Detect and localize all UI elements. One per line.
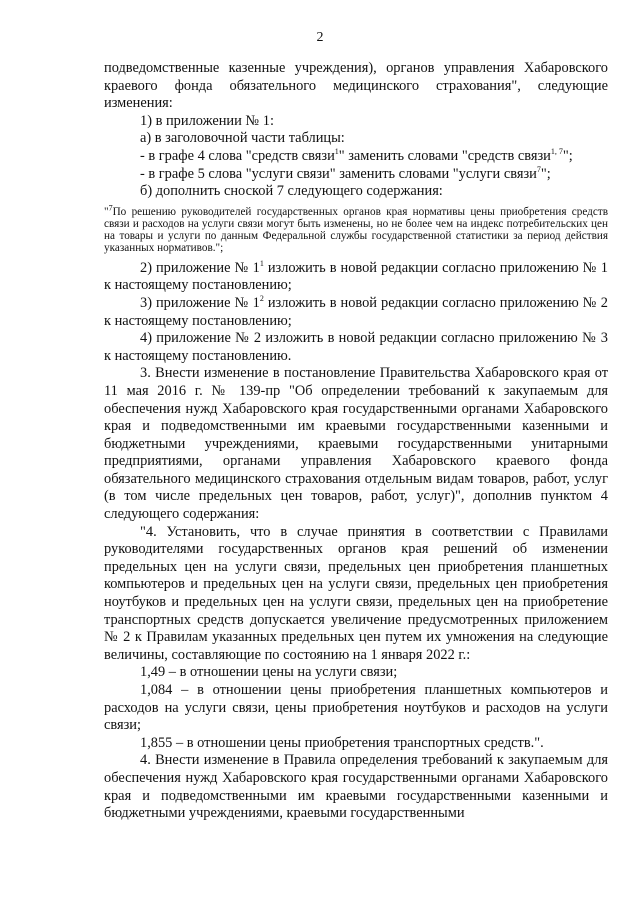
value-1-084: 1,084 – в отношении цены приобретения планшетных компьютеров и расходов на услуги связи, цены приобретения ноутбуков и расходов на услуги связи; [104,682,608,734]
document-body [104,60,608,823]
section-3: 3. Внести изменение в постановление Правительства Хабаровского края от 11 мая 2016 г. № 139-пр "Об определении требований к закупаемым для обеспечения нужд Хабаровского края государственными органами Хабаровского края и подведомственными им краевыми государственными казенными и бюджетными учреждениями, краевыми государственными унитарными предприятиями, органами управления Хабаровского краевого фонда обязательного медицинского страхования отдельным видам товаров, работ, услуг (в том числе предельных цен товаров, работ, услуг)", дополнив пунктом 4 следующего содержания: [104,365,608,523]
item-3: 3) приложение № $1^2$ изложить в новой редакции согласно приложению № 2 к настоящему постановлению; [104,294,608,329]
page-number: 2 [316,30,324,45]
paragraph-intro: подведомственные казенные учреждения), органов управления Хабаровского краевого фонда обязательного медицинского страхования", следующие изменения: [104,60,608,112]
value-1-49: 1,49 – в отношении цены на услуги связи; [140,664,398,681]
inserted-point-4: "4. Установить, что в случае принятия в соответствии с Правилами руководителями государственных органов края решений об изменении предельных цен на услуги связи, предельных цен приобретения планшетных компьютеров и предельных цен на услуги связи, предельных цен приобретения ноутбуков и предельных цен на услуги связи, предельных цен на приобретение транспортных средств допускается увеличение предусмотренных приложением № 2 к Правилам указанных предельных цен путем их умножения на следующие величины, составляющие по состоянию на 1 января 2022 г.: [104,523,608,663]
item-1a: а) в заголовочной части таблицы: [140,130,345,147]
item-1b: б) дополнить сноской 7 следующего содержания: [140,183,443,200]
item-2: 2) приложение № $1^1$ изложить в новой редакции согласно приложению № 1 к настоящему постановлению; [104,258,608,294]
item-4: 4) приложение № 2 изложить в новой редакции согласно приложению № 3 к настоящему постановлению. [104,330,608,364]
item-1a-column-5: - в графе 5 слова "услуги связи" заменить словами "услуги связи$^7$"; [140,164,551,182]
item-1: 1) в приложении № 1: [140,112,274,129]
item-1a-column-4: - в графе 4 слова "средств связи$^1$" заменить словами "средств связи$^{1, 7}$"; [140,147,573,164]
section-4: 4. Внести изменение в Правила определения требований к закупаемым для обеспечения нужд Хабаровского края государственными органами Хабаровского края и подведомственными им краевыми государственными казенными и бюджетными учреждениями, краевыми государственными [104,752,608,822]
footnote-7: "$^7$По решению руководителей государственных органов края нормативы цены приобретения средств связи и расходов на услуги связи могут быть изменены, но не более чем на индекс потребительских цен на товары и услуги по данным Федеральной службы государственной статистики за период действия указанных нормативов."; [104,203,608,254]
value-1-855: 1,855 – в отношении цены приобретения транспортных средств.". [140,734,544,751]
